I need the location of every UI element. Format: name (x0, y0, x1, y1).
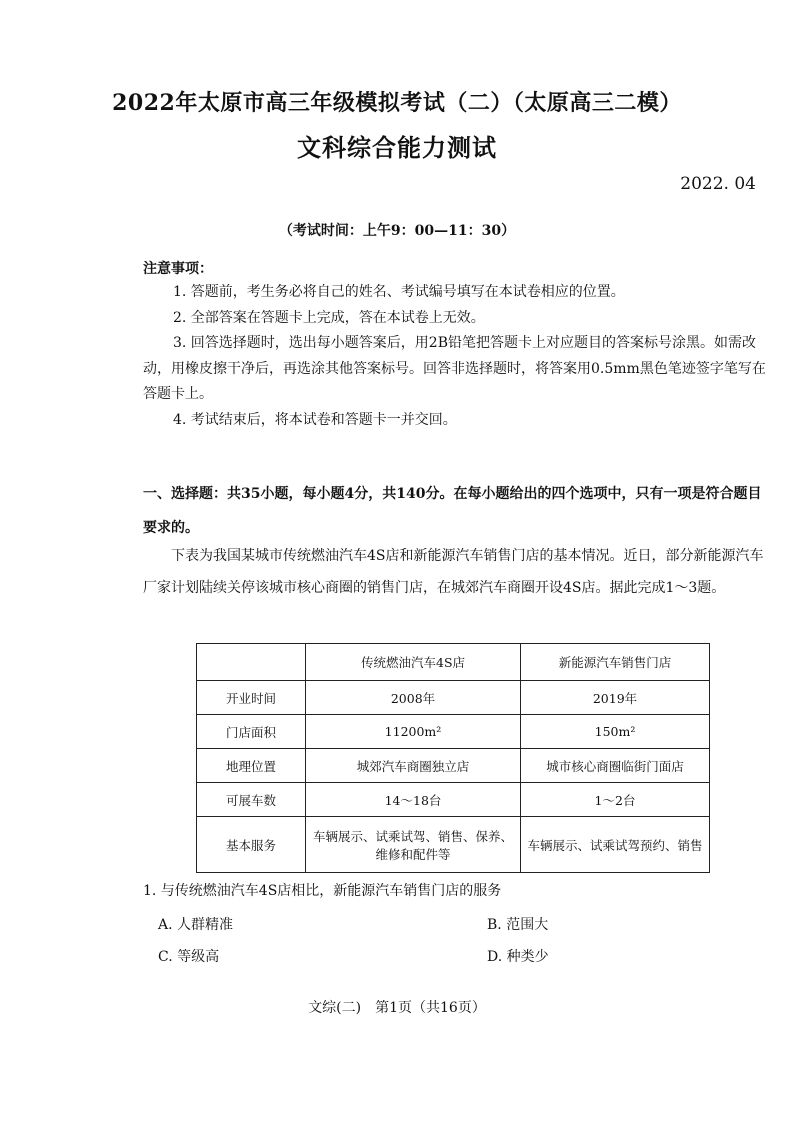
notice-heading: 注意事项： (143, 261, 213, 277)
notice-item: 3. 回答选择题时，选出每小题答案后，用2B铅笔把答题卡上对应题目的答案标号涂黑。如需改动，用橡皮擦干净后，再选涂其他答案标号。回答非选择题时，将答案用0.5mm黑色笔迹签字笔写在答题卡上。 (143, 335, 766, 402)
notice-item: 4. 考试结束后，将本试卷和答题卡一并交回。 (173, 411, 457, 428)
table-header-row (197, 644, 710, 681)
table-cell: 150m² (521, 715, 710, 749)
table-cell: 14～18台 (306, 783, 521, 817)
table-header-cell: 新能源汽车销售门店 (521, 644, 710, 681)
table-cell: 基本服务 (197, 817, 306, 873)
table-cell: 城郊汽车商圈独立店 (306, 749, 521, 783)
exam-subtitle: 文科综合能力测试 (297, 133, 497, 162)
table-header-cell (197, 644, 306, 681)
table-cell: 车辆展示、试乘试驾预约、销售 (521, 817, 710, 873)
table-cell: 2008年 (306, 681, 521, 715)
option-b: B. 范围大 (487, 917, 549, 933)
table-cell: 2019年 (521, 681, 710, 715)
table-row (197, 817, 710, 873)
table-row (197, 681, 710, 715)
table-cell: 可展车数 (197, 783, 306, 817)
table-cell: 开业时间 (197, 681, 306, 715)
notice-item: 2. 全部答案在答题卡上完成，答在本试卷上无效。 (173, 309, 485, 326)
table-cell: 1～2台 (521, 783, 710, 817)
table-row (197, 749, 710, 783)
exam-title: 2022年太原市高三年级模拟考试（二）（太原高三二模） (112, 90, 682, 116)
reading-passage: 下表为我国某城市传统燃油汽车4S店和新能源汽车销售门店的基本情况。近日，部分新能源汽车厂家计划陆续关停该城市核心商圈的销售门店，在城郊汽车商圈开设4S店。据此完成1～3题。 (143, 548, 764, 596)
table-cell: 车辆展示、试乘试驾、销售、保养、维修和配件等 (306, 817, 521, 873)
page-footer: 文综(二) 第1页（共16页） (308, 1000, 486, 1016)
question-stem: 1. 与传统燃油汽车4S店相比，新能源汽车销售门店的服务 (143, 883, 502, 899)
table-cell: 地理位置 (197, 749, 306, 783)
notice-item: 1. 答题前，考生务必将自己的姓名、考试编号填写在本试卷相应的位置。 (173, 284, 625, 300)
table-cell: 城市核心商圈临街门面店 (521, 749, 710, 783)
comparison-table (196, 643, 710, 873)
option-a: A. 人群精准 (158, 917, 234, 933)
table-header-cell: 传统燃油汽车4S店 (306, 644, 521, 681)
option-c: C. 等级高 (158, 949, 220, 965)
notice-list (143, 280, 773, 433)
table-cell: 门店面积 (197, 715, 306, 749)
section-heading: 一、选择题：共35小题，每小题4分，共140分。在每小题给出的四个选项中，只有一项是符合题目要求的。 (143, 486, 762, 536)
table-row (197, 783, 710, 817)
table-cell: 11200m² (306, 715, 521, 749)
exam-date: 2022. 04 (680, 174, 756, 194)
option-d: D. 种类少 (487, 949, 549, 965)
exam-time: （考试时间：上午9：00—11：30） (278, 223, 516, 239)
table-row (197, 715, 710, 749)
